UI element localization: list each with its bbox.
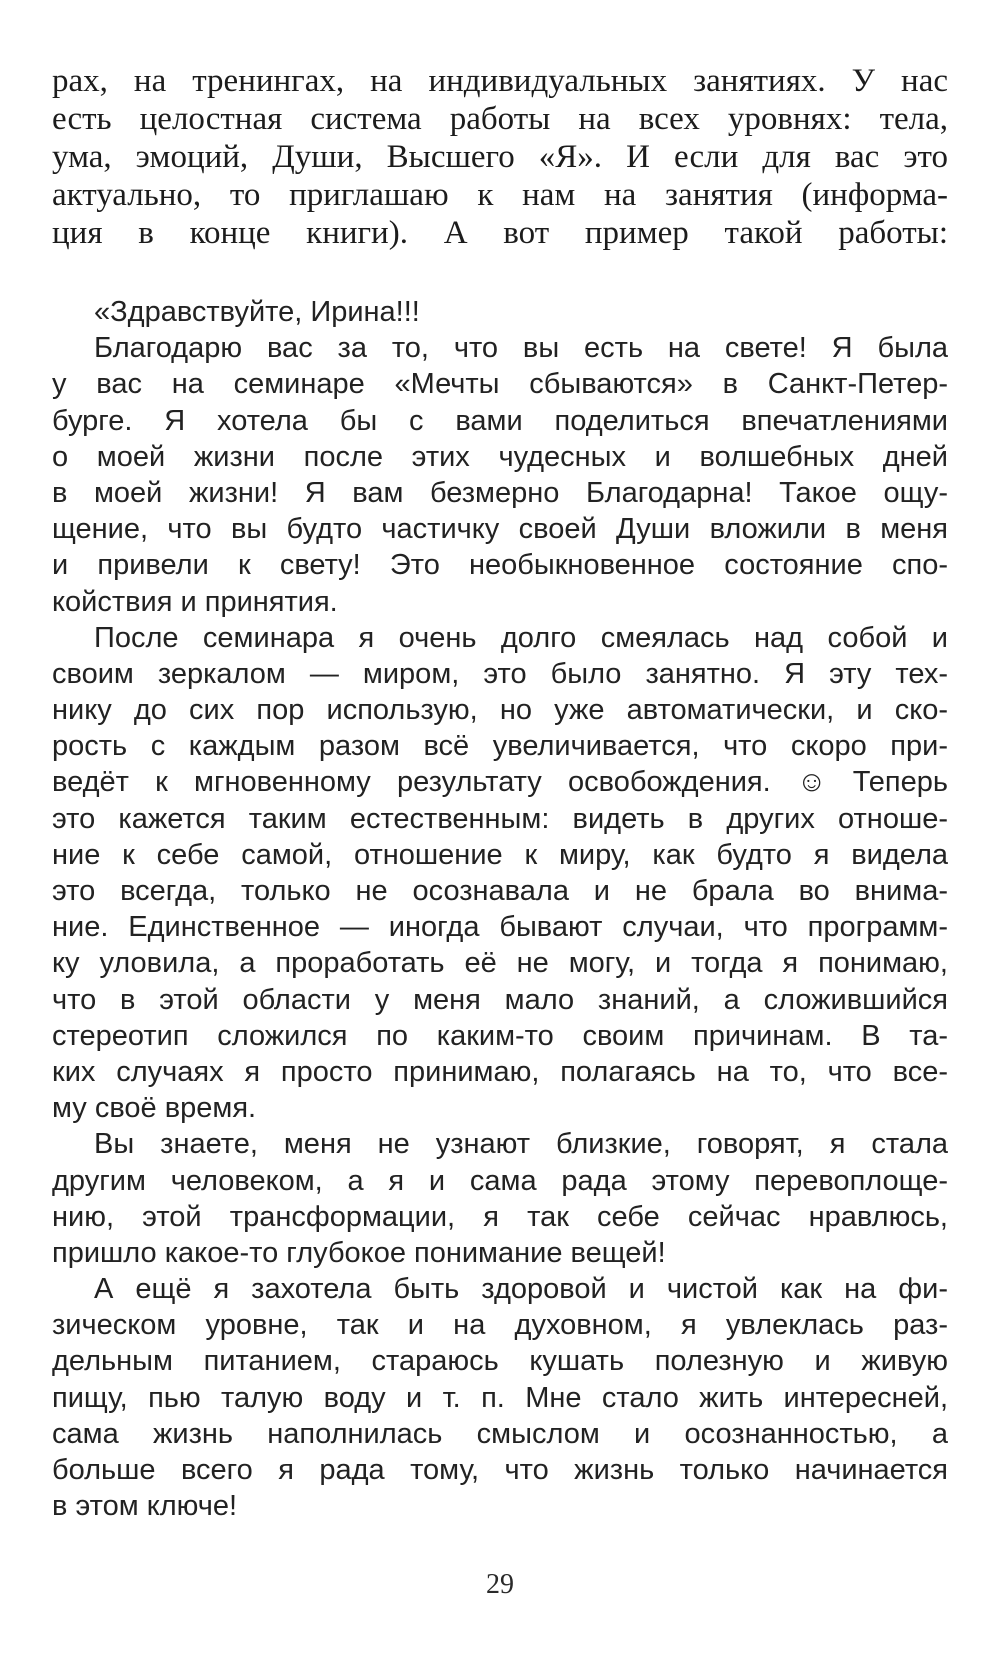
text-line: ция в конце книги). А вот пример такой работы: [52, 215, 948, 251]
text-line: щение, что вы будто частичку своей Души вложили в меня [52, 513, 948, 546]
letter-paragraph [52, 1271, 948, 1524]
text-line: Вы знаете, меня не узнают близкие, говорят, я стала [94, 1128, 948, 1161]
text-line: рах, на тренингах, на индивидуальных занятиях. У нас [52, 63, 948, 99]
letter-greeting: «Здравствуйте, Ирина!!! [94, 296, 420, 328]
text-line: своим зеркалом — миром, это было занятно. Я эту тех- [52, 657, 948, 690]
text-line: о моей жизни после этих чудесных и волшебных дней [52, 440, 948, 473]
text-line: в этом ключе! [52, 1490, 238, 1523]
text-line: ние. Единственное — иногда бывают случаи, что программ- [52, 911, 948, 944]
text-line: му своё время. [52, 1092, 257, 1125]
text-line: ума, эмоций, Души, Высшего «Я». И если для вас это [52, 139, 948, 175]
text-line: другим человеком, а я и сама рада этому перевоплоще- [52, 1164, 948, 1197]
text-line: бурге. Я хотела бы с вами поделиться впечатлениями [52, 404, 948, 437]
text-line: нию, этой трансформации, я так себе сейчас нравлюсь, [52, 1200, 948, 1233]
text-line: есть целостная система работы на всех уровнях: тела, [52, 101, 948, 137]
text-line: зическом уровне, так и на духовном, я увлеклась раз- [52, 1309, 948, 1342]
text-line: нику до сих пор использую, но уже автоматически, и ско- [52, 694, 948, 727]
letter-paragraph [52, 1126, 948, 1271]
text-line: и привели к свету! Это необыкновенное состояние спо- [52, 549, 948, 582]
text-line: рость с каждым разом всё увеличивается, что скоро при- [52, 730, 948, 763]
text-line: ких случаях я просто принимаю, полагаясь на то, что все- [52, 1055, 948, 1088]
text-line: ние к себе самой, отношение к миру, как будто я видела [52, 838, 948, 871]
text-line: А ещё я захотела быть здоровой и чистой как на фи- [94, 1273, 948, 1306]
text-line: койствия и принятия. [52, 585, 338, 618]
text-line: у вас на семинаре «Мечты сбываются» в Санкт-Петер- [52, 368, 948, 401]
text-line: Благодарю вас за то, что вы есть на свете! Я была [94, 332, 948, 365]
text-line: ведёт к мгновенному результату освобождения. ☺ Теперь [52, 766, 948, 799]
page-body [52, 62, 948, 1524]
letter-paragraph [52, 330, 948, 620]
text-line: актуально, то приглашаю к нам на занятия (информа- [52, 177, 948, 213]
text-line: это кажется таким естественным: видеть в других отноше- [52, 802, 948, 835]
text-line: пищу, пью талую воду и т. п. Мне стало жить интересней, [52, 1381, 948, 1414]
text-line: дельным питанием, стараюсь кушать полезную и живую [52, 1345, 948, 1378]
letter-paragraph [52, 620, 948, 1127]
text-line: стереотип сложился по каким-то своим причинам. В та- [52, 1019, 948, 1052]
text-line: пришло какое-то глубокое понимание вещей! [52, 1236, 666, 1269]
quoted-letter [52, 294, 948, 1524]
text-line: сама жизнь наполнилась смыслом и осознанностью, а [52, 1417, 948, 1450]
intro-paragraph [52, 62, 948, 252]
text-line: в моей жизни! Я вам безмерно Благодарна! Такое ощу- [52, 476, 948, 509]
text-line: ку уловила, а проработать её не могу, и тогда я понимаю, [52, 947, 948, 980]
page-number: 29 [486, 1569, 514, 1600]
text-line: больше всего я рада тому, что жизнь только начинается [52, 1454, 948, 1486]
text-line: это всегда, только не осознавала и не брала во внима- [52, 875, 948, 907]
text-line: После семинара я очень долго смеялась над собой и [94, 621, 948, 654]
text-line: что в этой области у меня мало знаний, а сложившийся [52, 983, 948, 1016]
